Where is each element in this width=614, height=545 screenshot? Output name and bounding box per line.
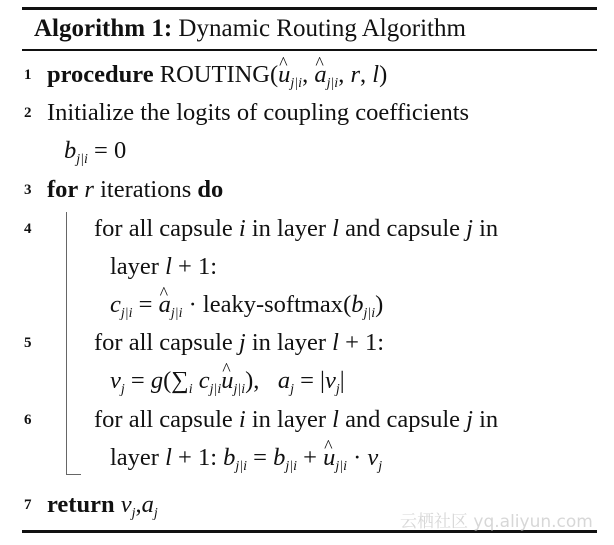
step-4-equation: $c_{j|i}$ = ^ $a_{j|i}$ · leaky-$softmax(b_{j|i})$ — [110, 290, 383, 320]
for-keyword: for — [47, 176, 79, 203]
step-5-equation: $v_j = g(\sum_i$ $c_{j|i}\^{}$ $u_{j|i}$), $a_j = |v_j|$ — [110, 366, 345, 396]
step-2-initialize: Initialize the logits of coupling coefficients — [47, 99, 470, 126]
do-keyword: do — [197, 176, 224, 203]
algorithm-label: Algorithm 1: — [34, 15, 173, 42]
title-rule — [22, 49, 597, 51]
algorithm-name: Dynamic Routing Algorithm — [178, 15, 466, 42]
step-4-text: for all capsule i in layer l and capsule j in — [94, 215, 499, 242]
iterations-text: iterations — [100, 176, 192, 203]
line-number-3: 3 — [24, 182, 32, 198]
step-5-text: for all capsule j in layer l + 1: — [94, 329, 385, 356]
line-number-1: 1 — [24, 67, 32, 83]
loop-bracket — [66, 212, 81, 475]
step-4-continuation: layer l + 1: — [110, 253, 218, 280]
return-keyword: return — [47, 491, 115, 518]
line-number-2: 2 — [24, 105, 32, 121]
step-6-text: for all capsule i in layer l and capsule j in — [94, 406, 499, 433]
line-number-5: 5 — [24, 335, 32, 351]
step-2-equation: $b_{j|i} = 0$ — [64, 137, 127, 167]
line-number-7: 7 — [24, 497, 32, 513]
line-number-6: 6 — [24, 412, 32, 428]
step-7-return: return $v_j,a_j$ — [47, 491, 158, 521]
watermark-text: 云栖社区 yq.aliyun.com — [400, 512, 593, 532]
top-rule — [22, 7, 597, 10]
step-3-for-loop: for r iterations do — [47, 176, 224, 203]
algorithm-title — [34, 13, 466, 45]
procedure-keyword: procedure — [47, 61, 154, 88]
routing-name: ROUTING — [159, 61, 270, 88]
step-1-procedure: procedure ROUTING(^ $u_{j|i}$, ^ $a_{j|i}$, r, l) — [47, 60, 387, 90]
line-number-4: 4 — [24, 221, 32, 237]
step-6-equation: layer l + 1: $b_{j|i} = b_{j|i}$ + ^ $u_{j|i} \cdot v_j$ — [110, 443, 382, 473]
